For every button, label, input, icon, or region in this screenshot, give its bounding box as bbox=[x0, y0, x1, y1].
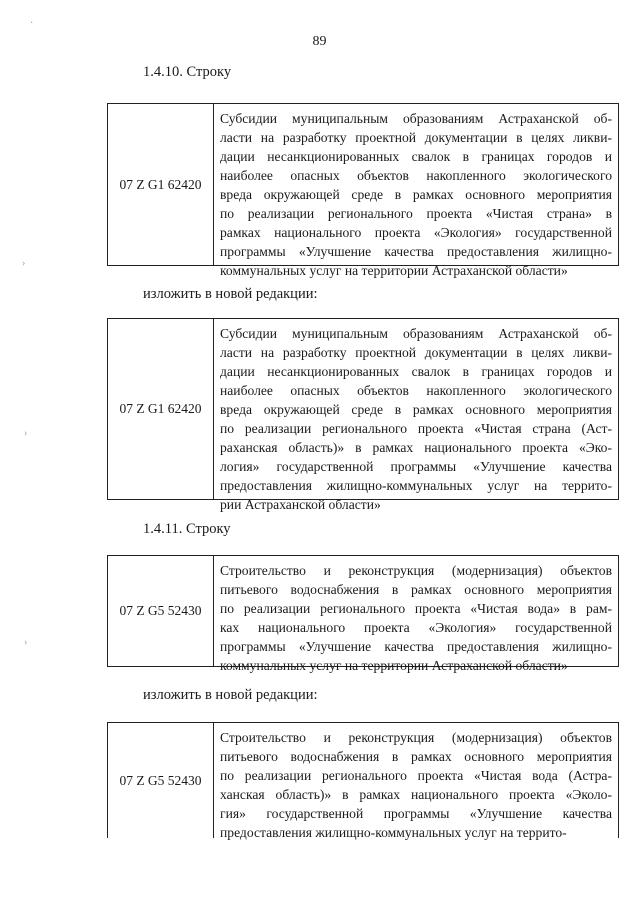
text-line: ласти на разработку проектной документации в целях ликви- bbox=[220, 345, 612, 360]
text-line: наиболее опасных объектов накопленного экологического bbox=[220, 383, 612, 398]
budget-code: 07 Z G1 62420 bbox=[108, 319, 214, 499]
text-line: Строительство и реконструкция (модернизация) объектов bbox=[220, 563, 612, 578]
text-line: по реализации регионального проекта «Чистая вода» в рам- bbox=[220, 601, 612, 616]
text-line: питьевого водоснабжения в рамках основного мероприятия bbox=[220, 749, 612, 764]
text-line: коммунальных услуг на территории Астраханской области» bbox=[220, 263, 568, 278]
restate-label: изложить в новой редакции: bbox=[143, 687, 318, 703]
scan-mark: › bbox=[22, 258, 26, 269]
scan-mark: › bbox=[24, 428, 28, 439]
budget-code: 07 Z G5 52430 bbox=[108, 723, 214, 838]
text-line: ханская область)» в рамках национального проекта «Эколо- bbox=[220, 787, 612, 802]
budget-description bbox=[214, 723, 618, 838]
budget-table-new bbox=[107, 318, 619, 512]
budget-table-old bbox=[107, 555, 619, 673]
text-line: ласти на разработку проектной документации в целях ликви- bbox=[220, 130, 612, 145]
text-line: по реализации регионального проекта «Чистая страна (Аст- bbox=[220, 421, 612, 436]
section-heading: 1.4.10. Строку bbox=[143, 64, 232, 80]
text-line: Субсидии муниципальным образованиям Астраханской об- bbox=[220, 326, 612, 341]
text-line: гия» государственной программы «Улучшение качества bbox=[220, 806, 612, 821]
scan-mark: › bbox=[24, 637, 28, 648]
text-line: программы «Улучшение качества предоставления жилищно- bbox=[220, 244, 612, 259]
text-line: ках национального проекта «Экология» государственной bbox=[220, 620, 612, 635]
text-line: коммунальных услуг на территории Астраханской области» bbox=[220, 658, 568, 673]
text-line: логия» государственной программы «Улучшение качества bbox=[220, 459, 612, 474]
text-line: программы «Улучшение качества предоставления жилищно- bbox=[220, 639, 612, 654]
budget-description bbox=[214, 556, 618, 673]
restate-label: изложить в новой редакции: bbox=[143, 286, 318, 302]
budget-table-old bbox=[107, 103, 619, 278]
text-line: раханская область)» в рамках национального проекта «Эко- bbox=[220, 440, 612, 455]
text-line: вреда окружающей среде в рамках основного мероприятия bbox=[220, 402, 612, 417]
text-line: предоставления жилищно-коммунальных услуг на террито- bbox=[220, 825, 567, 840]
text-line: предоставления жилищно-коммунальных услуг на террито- bbox=[220, 478, 612, 493]
section-heading: 1.4.11. Строку bbox=[143, 521, 231, 537]
text-line: по реализации регионального проекта «Чистая страна» в bbox=[220, 206, 612, 221]
text-line: дации несанкционированных свалок в границах городов и bbox=[220, 149, 612, 164]
text-line: рамках национального проекта «Экология» государственной bbox=[220, 225, 612, 240]
text-line: вреда окружающей среде в рамках основного мероприятия bbox=[220, 187, 612, 202]
text-line: дации несанкционированных свалок в границах городов и bbox=[220, 364, 612, 379]
text-line: по реализации регионального проекта «Чистая вода (Астра- bbox=[220, 768, 612, 783]
budget-table-new bbox=[107, 722, 619, 838]
scan-mark: · bbox=[30, 18, 34, 29]
budget-description bbox=[214, 104, 618, 278]
page-number: 89 bbox=[312, 34, 327, 49]
text-line: рии Астраханской области» bbox=[220, 497, 381, 512]
text-line: Субсидии муниципальным образованиям Астраханской об- bbox=[220, 111, 612, 126]
text-line: питьевого водоснабжения в рамках основного мероприятия bbox=[220, 582, 612, 597]
budget-code: 07 Z G5 52430 bbox=[108, 556, 214, 666]
budget-description bbox=[214, 319, 618, 512]
text-line: наиболее опасных объектов накопленного экологического bbox=[220, 168, 612, 183]
text-line: Строительство и реконструкция (модернизация) объектов bbox=[220, 730, 612, 745]
budget-code: 07 Z G1 62420 bbox=[108, 104, 214, 265]
